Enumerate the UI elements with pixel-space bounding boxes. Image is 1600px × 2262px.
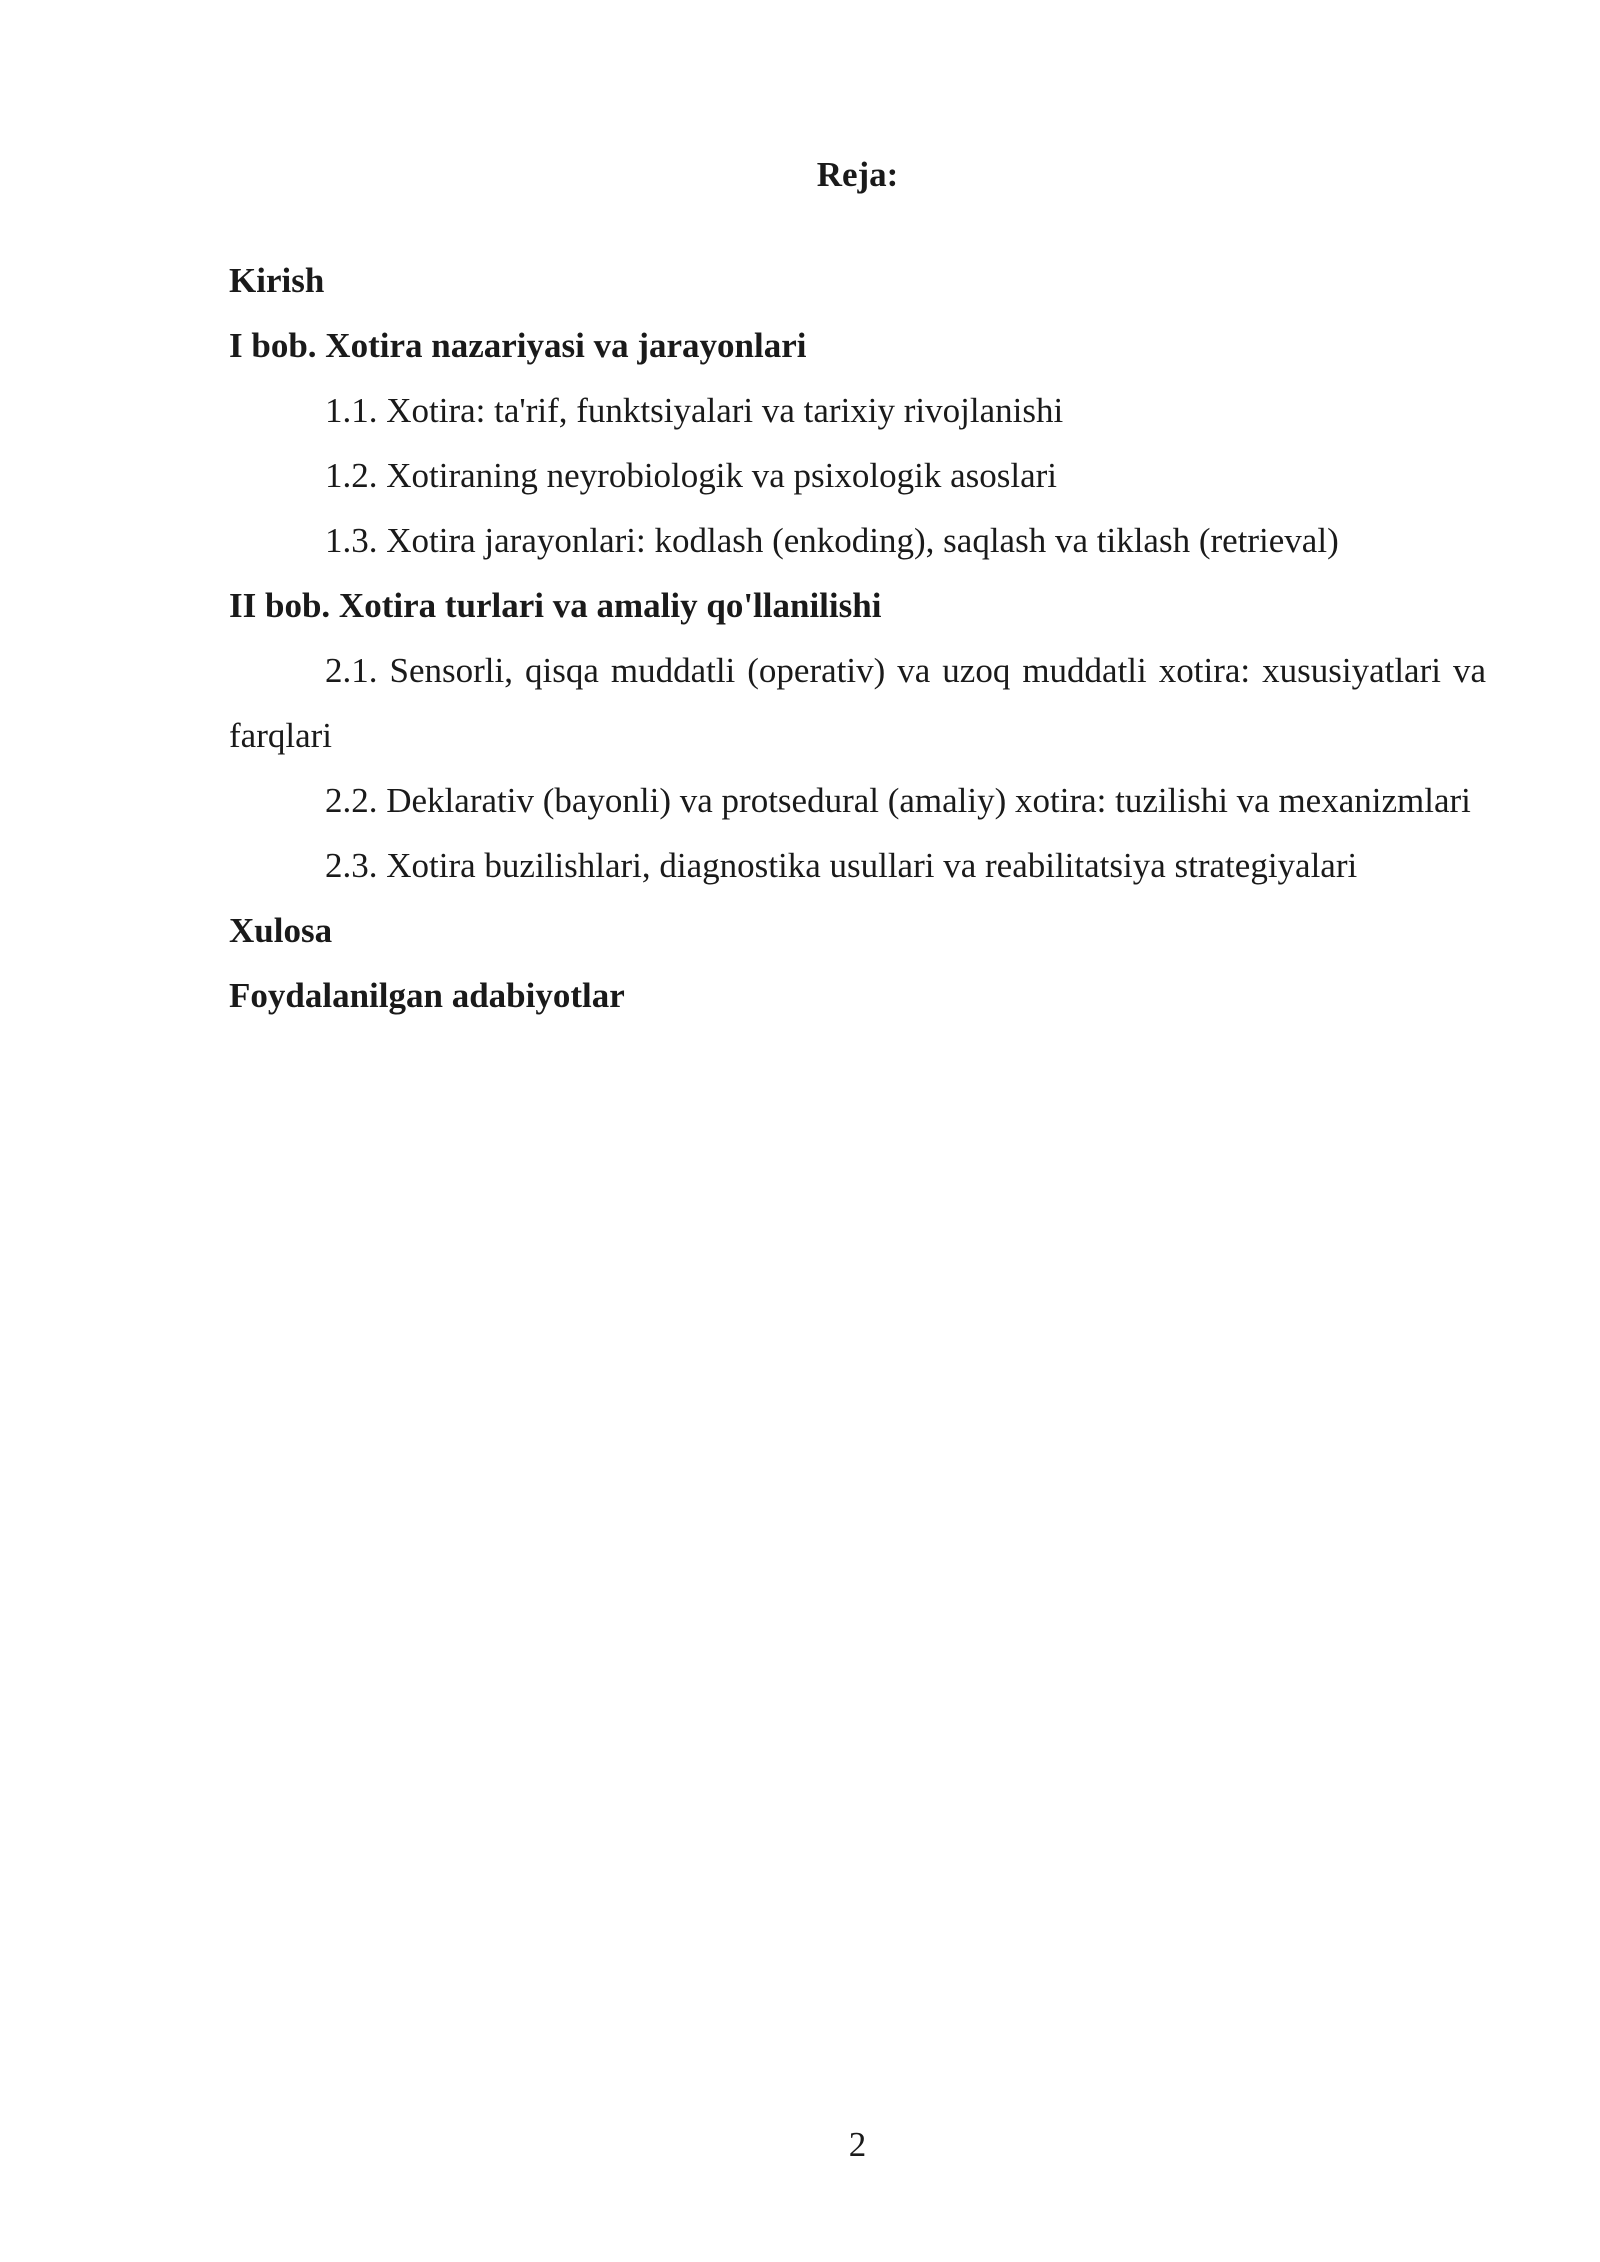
toc-item-section-1-2: 1.2. Xotiraning neyrobiologik va psixologik asoslari bbox=[325, 456, 1057, 495]
toc-item-chapter-2: II bob. Xotira turlari va amaliy qo'llanilishi bbox=[229, 586, 882, 625]
toc-item-section-2-2: 2.2. Deklarativ (bayonli) va protsedural (amaliy) xotira: tuzilishi va mexanizmlari bbox=[325, 781, 1471, 820]
toc-item-section-1-1: 1.1. Xotira: ta'rif, funktsiyalari va tarixiy rivojlanishi bbox=[325, 391, 1064, 430]
table-of-contents bbox=[229, 248, 1486, 1028]
toc-item-chapter-1: I bob. Xotira nazariyasi va jarayonlari bbox=[229, 326, 807, 365]
toc-item-section-2-3: 2.3. Xotira buzilishlari, diagnostika usullari va reabilitatsiya strategiyalari bbox=[325, 846, 1358, 885]
toc-item-section-2-1: 2.1. Sensorli, qisqa muddatli (operativ) va uzoq muddatli xotira: xususiyatlari va farqlari bbox=[229, 651, 1486, 755]
toc-item-references: Foydalanilgan adabiyotlar bbox=[229, 976, 625, 1015]
page-title: Reja: bbox=[816, 155, 899, 194]
toc-item-introduction: Kirish bbox=[229, 261, 325, 300]
toc-item-section-1-3: 1.3. Xotira jarayonlari: kodlash (enkoding), saqlash va tiklash (retrieval) bbox=[325, 521, 1339, 560]
page-number: 2 bbox=[848, 2125, 867, 2164]
toc-item-conclusion: Xulosa bbox=[229, 911, 333, 950]
